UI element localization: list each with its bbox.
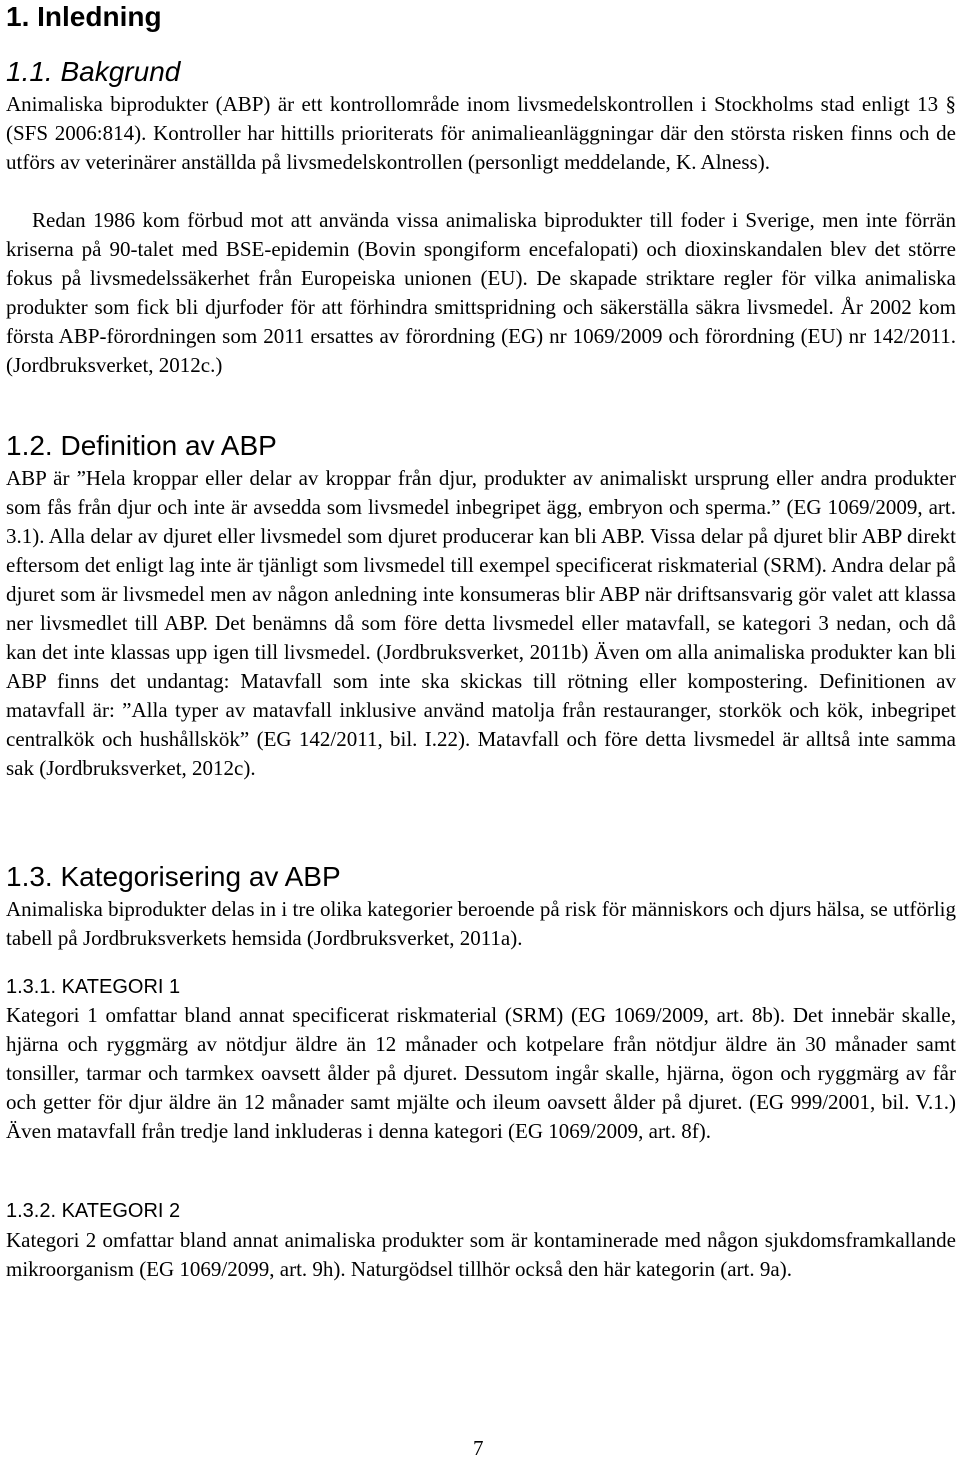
paragraph-kategori-2: Kategori 2 omfattar bland annat animaliska produkter som är kontaminerade med någon sjukdomsframkallande mikroorganism (EG 1069/2099, art. 9h). Naturgödsel tillhör också den här kategorin (art. 9a).: [6, 1228, 956, 1281]
paragraph-bakgrund-2: Redan 1986 kom förbud mot att använda vissa animaliska biprodukter till foder i Sverige, men inte förrän kriserna på 90-talet med BSE-epidemin (Bovin spongiform encefalopati) och dioxinskandalen blev det större fokus på livsmedelssäkerhet från Europeiska unionen (EU). De skapade striktare regler för vilka animaliska produkter som fick bli djurfoder för att förhindra smittspridning och säkerställa säkra livsmedel. År 2002 kom första ABP-förordningen som 2011 ersattes av förordning (EG) nr 1069/2009 och förordning (EU) nr 142/2011. (Jordbruksverket, 2012c.): [6, 208, 956, 377]
chapter-title: 1. Inledning: [6, 1, 162, 32]
section-heading-kategorisering: 1.3. Kategorisering av ABP: [6, 861, 341, 892]
subsection-heading-kategori-2: 1.3.2. KATEGORI 2: [6, 1200, 181, 1222]
paragraph-bakgrund-1: Animaliska biprodukter (ABP) är ett kontrollområde inom livsmedelskontrollen i Stockholms stad enligt 13 § (SFS 2006:814). Kontroller har hittills prioriterats för animalieanläggningar där den största risken finns och de utförs av veterinärer anställda på livsmedelskontrollen (personligt meddelande, K. Alness).: [6, 92, 956, 174]
paragraph-kategorisering: Animaliska biprodukter delas in i tre olika kategorier beroende på risk för människors och djurs hälsa, se utförlig tabell på Jordbruksverkets hemsida (Jordbruksverket, 2011a).: [6, 897, 956, 950]
section-heading-definition: 1.2. Definition av ABP: [6, 430, 277, 461]
subsection-heading-kategori-1: 1.3.1. KATEGORI 1: [6, 976, 181, 998]
paragraph-kategori-1: Kategori 1 omfattar bland annat specificerat riskmaterial (SRM) (EG 1069/2009, art. 8b). Det innebär skalle, hjärna och ryggmärg av nötdjur äldre än 12 månader och kotpelare från nötdjur äldre än 30 månader samt tonsiller, tarmar och tarmkex oavsett ålder på djuret. Dessutom ingår skalle, hjärna, ögon och ryggmärg av får och getter för djur äldre än 12 månader samt mjälte och ileum oavsett ålder på djuret. (EG 999/2001, bil. V.1.) Även matavfall från tredje land inkluderas i denna kategori (EG 1069/2009, art. 8f).: [6, 1003, 956, 1143]
page-number: 7: [473, 1436, 484, 1460]
paragraph-definition: ABP är ”Hela kroppar eller delar av kroppar från djur, produkter av animaliskt ursprung eller andra produkter som fås från djur och inte är avsedda som livsmedel inbegripet ägg, embryon och sperma.” (EG 1069/2009, art. 3.1). Alla delar av djuret eller livsmedel som djuret producerar kan bli ABP. Vissa delar på djuret blir ABP direkt eftersom det enligt lag inte är tjänligt som livsmedel till exempel specificerat riskmaterial (SRM). Andra delar på djuret som är livsmedel men av någon anledning inte konsumeras blir ABP när driftsansvarig gör valet att klassa ner livsmedlet till ABP. Det benämns då som före detta livsmedel eller matavfall, se kategori 3 nedan, och då kan det inte klassas upp igen till livsmedel. (Jordbruksverket, 2011b) Även om alla animaliska produkter kan bli ABP finns det undantag: Matavfall som inte ska skickas till rötning eller kompostering. Definitionen av matavfall är: ”Alla typer av matavfall inklusive använd matolja från restauranger, storkök och kök, inbegripet centralkök och hushållskök” (EG 142/2011, bil. I.22). Matavfall och före detta livsmedel är alltså inte samma sak (Jordbruksverket, 2012c).: [6, 466, 956, 780]
section-heading-bakgrund: 1.1. Bakgrund: [6, 56, 181, 87]
